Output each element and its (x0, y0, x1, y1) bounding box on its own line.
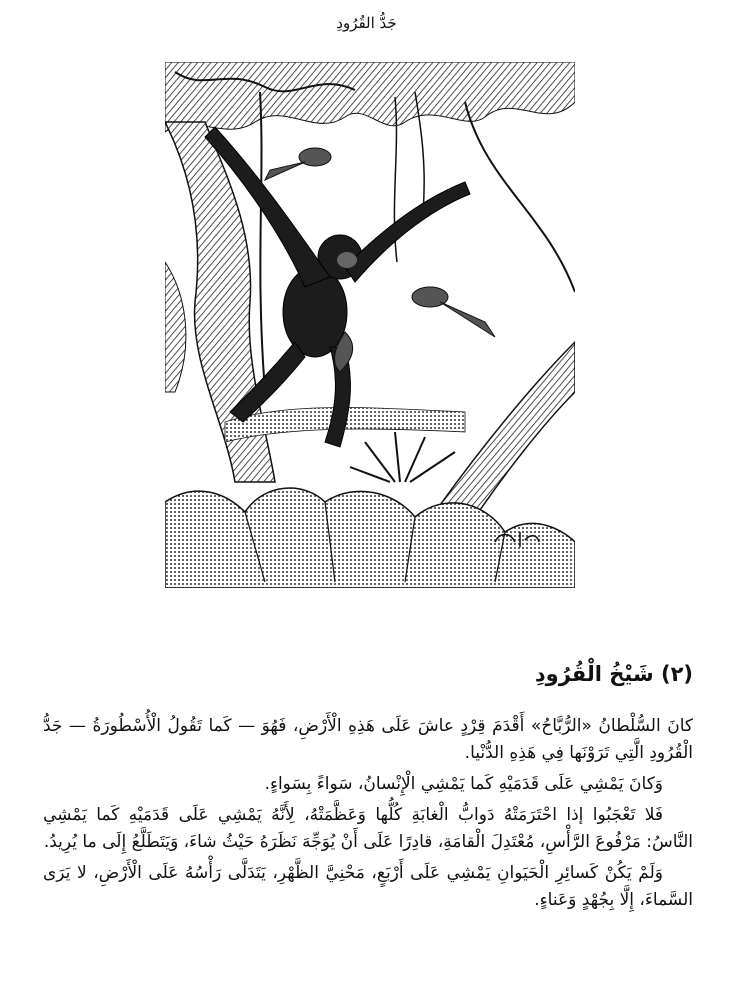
paragraph: وَلَمْ يَكُنْ كَسائِرِ الْحَيَوانِ يَمْشِي عَلَى أَرْبَعٍ، مَحْنِيَّ الظَّهْرِ، يَتَدَلَّى رَأْسُهُ عَلَى الْأَرْضِ، لا يَرَى السَّماءَ، إِلَّا بِجُهْدٍ وَعَناءٍ. (43, 863, 693, 910)
monkey-illustration (165, 62, 575, 588)
paragraph: فَلا تَعْجَبُوا إذا احْتَرَمَتْهُ دَوابُّ الْغابَةِ كُلُّها وَعَظَّمَتْهُ، لِأَنَّهُ يَمْشِي عَلَى قَدَمَيْهِ كَما يَمْشِي النَّاسُ: مَرْفُوعَ الرَّأْسِ، مُعْتَدِلَ الْقامَةِ، قادِرًا عَلَى أَنْ يُوَجِّهَ نَظَرَهُ حَيْثُ شاءَ، وَيَتَطَلَّعُ إِلَى ما يُرِيدُ. (43, 805, 693, 852)
paragraph: وَكانَ يَمْشِي عَلَى قَدَمَيْهِ كَما يَمْشِي الْإِنْسانُ، سَواءً بِسَواءٍ. (264, 774, 663, 794)
chapter-heading: (٢) شَيْخُ الْقُرُودِ (534, 662, 693, 686)
paragraph: كانَ السُّلْطانُ «الرُّبَّاحُ» أَقْدَمَ قِرْدٍ عاشَ عَلَى هَذِهِ الْأَرْضِ، فَهُوَ — كَما تَقُولُ الْأُسْطُورَةُ — جَدُّ الْقُرُودِ الَّتِي تَرَوْنَها فِي هَذِهِ الدُّنْيا. (43, 716, 693, 763)
monkey-illustration-drawing (165, 62, 575, 588)
running-header: جَدُّ القُرُودِ (336, 14, 397, 32)
chapter-body (43, 713, 693, 918)
